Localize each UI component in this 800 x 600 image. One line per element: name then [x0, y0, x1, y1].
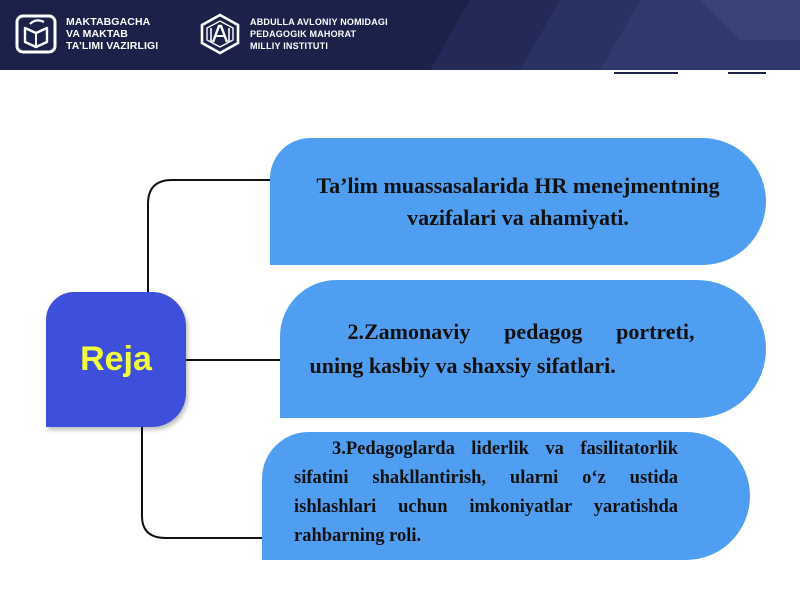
topic-bubble-2 [280, 280, 766, 418]
connector-topic-3 [142, 427, 264, 538]
topic-bubble-1 [270, 138, 766, 265]
topic-1-text: Ta’lim muassasalarida HR menejmentning vazifalari va ahamiyati. [316, 172, 720, 230]
center-node-label: Reja [80, 340, 152, 378]
ministry-name-line-3: TA’LIMI VAZIRLIGI [66, 40, 159, 52]
institute-name-line-1: ABDULLA AVLONIY NOMIDAGI [250, 17, 388, 27]
topic-3-text: 3.Pedagoglarda liderlik va fasilitatorlik sifatini shakllantirish, ularni o‘z ustida ishlashlari uchun imkoniyatlar yaratishda rahbarning roli. [294, 439, 678, 546]
topic-2-text: 2.Zamonaviy pedagog portreti, uning kasbiy va shaxsiy sifatlari. [309, 319, 695, 378]
institute-name-line-3: MILLIY INSTITUTI [250, 41, 329, 51]
center-node [46, 292, 186, 427]
topic-bubble-3 [262, 432, 750, 560]
connector-topic-1 [148, 180, 272, 292]
ministry-name-line-2: VA MAKTAB [66, 28, 128, 40]
ministry-name-line-1: MAKTABGACHA [66, 16, 151, 28]
institute-name-line-2: PEDAGOGIK MAHORAT [250, 29, 357, 39]
